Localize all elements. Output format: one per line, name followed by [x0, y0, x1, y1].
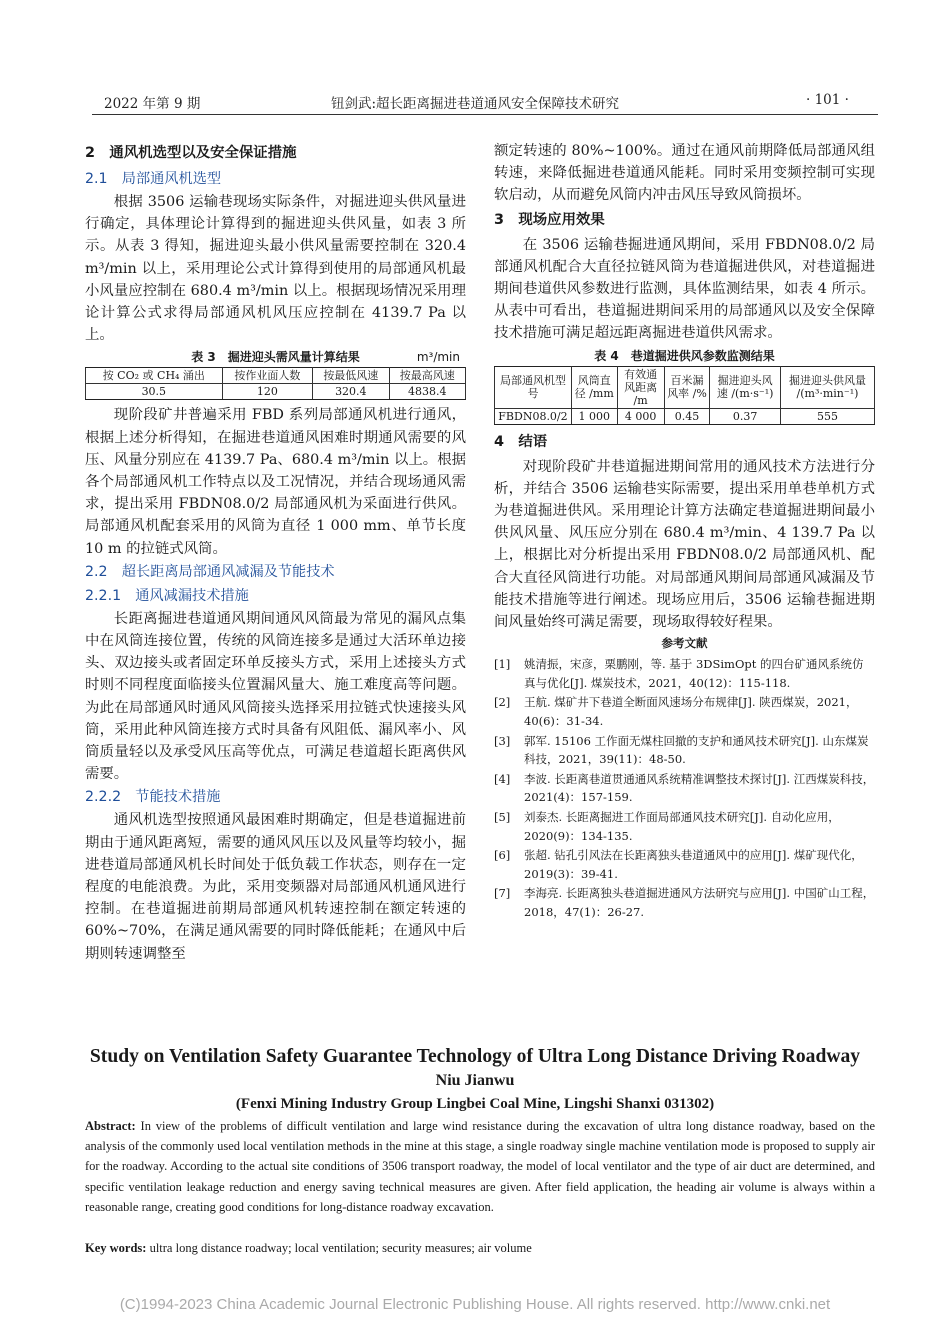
- paragraph: 在 3506 运输巷掘进通风期间，采用 FBDN08.0/2 局部通风机配合大直径拉链风筒为巷道掘进供风，对巷道掘进期间巷道供风参数进行监测，具体监测结果，如表 4 所示。从表中可看出，巷道掘进期间采用的局部通风以及安全保障技术措施可满足超远距离掘进巷道供风需求。: [494, 236, 875, 342]
- header-issue: 2022 年第 9 期: [104, 96, 201, 112]
- table-4-caption: 表 4 巷道掘进供风参数监测结果: [594, 348, 775, 363]
- table-cell: 555: [780, 408, 874, 424]
- table-cell: 320.4: [313, 384, 389, 400]
- table-3-caption: [85, 349, 466, 365]
- reference-item: [494, 732, 875, 769]
- table-header-cell: 局部通风机型号: [495, 366, 572, 408]
- copyright-footer: (C)1994-2023 China Academic Journal Electronic Publishing House. All rights reserved. http://www.cnki.net: [119, 1296, 831, 1313]
- reference-text: 王航. 煤矿井下巷道全断面风速场分布规律[J]. 陕西煤炭，2021，40(6)：31-34.: [524, 695, 858, 729]
- header-page-number: · 101 ·: [806, 92, 849, 108]
- reference-text: 李海亮. 长距离独头巷道掘进通风方法研究与应用[J]. 中国矿山工程，2018，47(1)：26-27.: [524, 886, 875, 919]
- table-header-cell: 按 CO₂ 或 CH₄ 涌出: [86, 368, 223, 384]
- reference-text: 李波. 长距离巷道贯通通风系统精准调整技术探讨[J]. 江西煤炭科技，2021(4)：157-159.: [524, 771, 875, 805]
- paragraph: 长距离掘进巷道通风期间通风风筒最为常见的漏风点集中在风筒连接位置，传统的风筒连接多是通过大活环单边接头、双边接头或者固定环单反接头方式，采用上述接头方式时则不同程度面临接头位置漏风量大、施工难度高等问题。为此在局部通风时通风风筒接头选择采用拉链式快速接头风筒，采用此种风筒连接方式时具备有风阻低、漏风率小、风筒质量轻以及承受风压高等优点，可满足巷道超长距离供风需要。: [85, 610, 466, 783]
- reference-item: [494, 770, 875, 807]
- reference-number: [7]: [494, 886, 511, 901]
- section-4-heading: 4 结语: [494, 433, 548, 450]
- reference-item: [494, 693, 875, 730]
- reference-item: [494, 808, 875, 845]
- keywords-label: Key words:: [85, 1241, 147, 1255]
- table-header-cell: 按最高风速: [389, 368, 465, 384]
- abstract-label: Abstract:: [85, 1119, 136, 1133]
- section-2-2-2-heading: 2.2.2 节能技术措施: [85, 789, 221, 806]
- table-cell: 0.37: [710, 408, 781, 424]
- section-2-heading: 2 通风机选型以及安全保证措施: [85, 145, 297, 161]
- section-3-heading: 3 现场应用效果: [494, 211, 605, 228]
- table-3: [85, 367, 466, 400]
- table-header-cell: 风筒直径 /mm: [571, 366, 617, 408]
- section-2-2-heading: 2.2 超长距离局部通风减漏及节能技术: [85, 563, 335, 580]
- table-cell: 1 000: [571, 408, 617, 424]
- reference-number: [2]: [494, 695, 511, 710]
- reference-number: [5]: [494, 810, 511, 824]
- table-header-cell: 掘进迎头供风量 /(m³·min⁻¹): [780, 366, 874, 408]
- reference-item: [494, 884, 875, 921]
- table-3-title: 表 3 掘进迎头需风量计算结果: [191, 350, 360, 365]
- reference-item: [494, 846, 875, 883]
- paragraph: 根据 3506 运输巷现场实际条件，对掘进迎头供风量进行确定，具体理论计算得到的掘进迎头供风量，如表 3 所示。从表 3 得知，掘进迎头最小供风量需要控制在 320.4 m³/min 以上，采用理论公式计算得到使用的局部通风机最小风量应控制在 680.4 m³/min 以上。根据现场情况采用理论计算公式求得局部通风机风压应控制在 4139.7 Pa 以上。: [85, 194, 466, 344]
- table-3-unit: m³/min: [416, 350, 460, 365]
- reference-text: 姚清振，宋彦，栗鹏刚，等. 基于 3DSimOpt 的四台矿通风系统仿真与优化[J]. 煤炭技术，2021，40(12)：115-118.: [524, 657, 864, 690]
- reference-text: 郭军. 15106 工作面无煤柱回撤的支护和通风技术研究[J]. 山东煤炭科技，2021，39(11)：48-50.: [524, 733, 869, 767]
- left-column: [85, 140, 466, 965]
- table-cell: 4 000: [617, 408, 664, 424]
- reference-text: 刘泰杰. 长距离掘进工作面局部通风技术研究[J]. 自动化应用，2020(9)：134-135.: [524, 810, 840, 843]
- english-abstract: [85, 1116, 875, 1217]
- table-header-cell: 按作业面人数: [222, 368, 312, 384]
- table-cell: FBDN08.0/2: [495, 408, 572, 424]
- section-2-1-heading: 2.1 局部通风机选型: [85, 171, 222, 187]
- table-header-cell: 百米漏风率 /%: [664, 366, 710, 408]
- english-keywords: [85, 1238, 875, 1258]
- paragraph: 额定转速的 80%~100%。通过在通风前期降低局部通风组转速，来降低掘进巷道通风能耗。同时采用变频控制可实现软启动，从而避免风筒内冲击风压导致风筒损坏。: [494, 143, 875, 204]
- abstract-text: In view of the problems of difficult ventilation and large wind resistance during the excavation of ultra long distance roadway, based on the analysis of the commonly used local ventilation methods in the mine at this stage, a single roadway single machine ventilation mode is proposed to supply air for the roadway. According to the actual site conditions of 3506 transport roadway, the model of local ventilator and the type of air duct are determined, and specific ventilation leakage reduction and energy saving technical measures are given. After field application, the heading air volume is always within a reasonable range, creating good conditions for long-distance roadway excavation.: [85, 1119, 875, 1214]
- reference-text: 张超. 钻孔引风法在长距离独头巷道通风中的应用[J]. 煤矿现代化，2019(3)：39-41.: [524, 848, 863, 881]
- table-4: [494, 366, 875, 425]
- english-author: Niu Jianwu: [435, 1072, 515, 1089]
- reference-number: [1]: [494, 657, 511, 672]
- paragraph: 现阶段矿井普遍采用 FBD 系列局部通风机进行通风，根据上述分析得知，在掘进巷道通风困难时期通风需要的风压、风量分别应在 4139.7 Pa、680.4 m³/min 以上。根据各个局部通风机工作特点以及工况情况，并结合现场通风需求，提出采用 FBDN08.0/2 局部通风机为采面进行供风。局部通风机配套采用的风筒为直径 1 000 mm、单节长度 10 m 的拉链式风筒。: [85, 407, 466, 557]
- english-title: Study on Ventilation Safety Guarantee Technology of Ultra Long Distance Driving Roadway: [89, 1046, 861, 1067]
- table-cell: 30.5: [86, 384, 223, 400]
- table-header-cell: 掘进迎头风速 /(m·s⁻¹): [710, 366, 781, 408]
- table-header-cell: 按最低风速: [313, 368, 389, 384]
- reference-number: [4]: [494, 771, 511, 786]
- keywords-text: ultra long distance roadway; local ventilation; security measures; air volume: [149, 1241, 532, 1255]
- reference-number: [6]: [494, 848, 511, 863]
- table-cell: 120: [222, 384, 312, 400]
- table-cell: 0.45: [664, 408, 710, 424]
- section-2-2-1-heading: 2.2.1 通风减漏技术措施: [85, 587, 249, 604]
- reference-number: [3]: [494, 733, 511, 748]
- references-heading: 参考文献: [661, 636, 708, 651]
- reference-item: [494, 655, 875, 692]
- header-title: 钮剑武:超长距离掘进巷道通风安全保障技术研究: [330, 96, 620, 112]
- paragraph: 通风机选型按照通风最困难时期确定，但是巷道掘进前期由于通风距离短，需要的通风风压以及风量等均较小，掘进巷道局部通风机长时间处于低负载工作状态，则存在一定程度的电能浪费。为此，采用变频器对局部通风机通风进行控制。在巷道掘进前期局部通风机转速控制在额定转速的 60%~70%，在满足通风需要的同时降低能耗；在通风中后期则转速调整至: [85, 812, 466, 962]
- table-header-cell: 有效通风距离 /m: [617, 366, 664, 408]
- table-cell: 4838.4: [389, 384, 465, 400]
- right-column: [494, 140, 875, 923]
- header-rule: [92, 114, 878, 115]
- paragraph: 对现阶段矿井巷道掘进期间常用的通风技术方法进行分析，并结合 3506 运输巷实际需要，提出采用单巷单机方式为巷道掘进供风。采用理论计算方法确定巷道掘进期间最小供风风量、风压应分别在 680.4 m³/min、4 139.7 Pa 以上，根据比对分析提出采用 FBDN08.0/2 局部通风机、配合大直径风筒进行功能。对局部通风期间局部通风减漏及节能技术措施等进行阐述。现场应用后，3506 运输巷掘进期间风量始终可满足需要，现场取得较好程果。: [494, 458, 875, 631]
- english-affiliation: (Fenxi Mining Industry Group Lingbei Coal Mine, Lingshi Shanxi 031302): [235, 1096, 715, 1112]
